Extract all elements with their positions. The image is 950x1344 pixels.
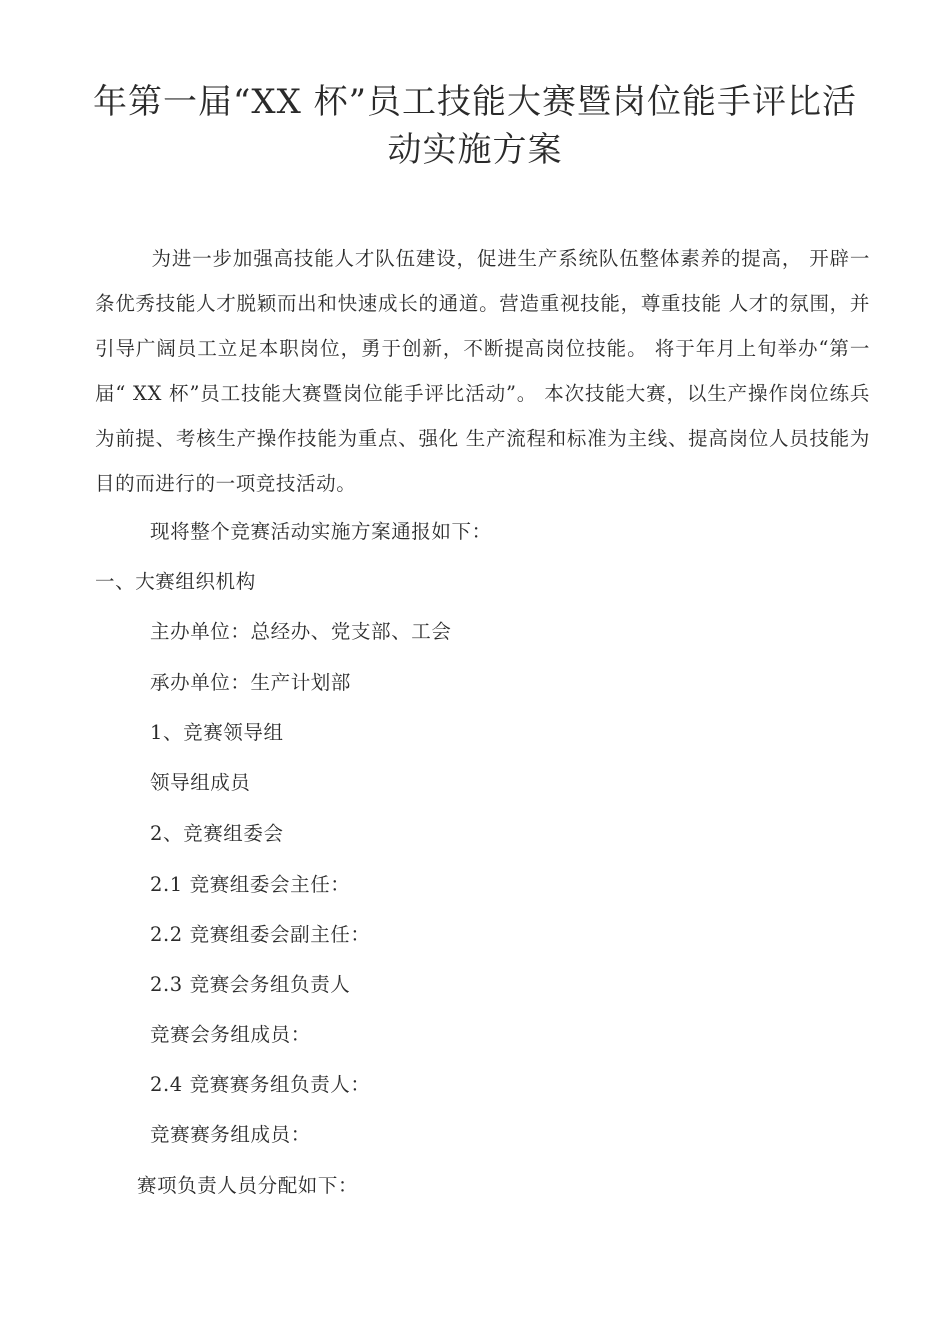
affairs-group-members: 竞赛会务组成员：: [150, 1023, 311, 1046]
document-title-line-2: 动实施方案: [387, 130, 563, 170]
assignment-line: 赛项负责人员分配如下：: [137, 1174, 359, 1197]
item-leadership-group: 1、竞赛领导组: [150, 721, 284, 744]
competition-group-members: 竞赛赛务组成员：: [150, 1123, 311, 1146]
affairs-group-leader: 2.3 竞赛会务组负责人: [150, 973, 351, 996]
intro-paragraph: 为进一步加强高技能人才队伍建设，促进生产系统队伍整体素养的提高， 开辟一条优秀技能人才脱颖而出和快速成长的通道。营造重视技能，尊重技能 人才的氛围，并引导广阔员工立足本职岗位，勇于创新，不断提高岗位技能。 将于年月上旬举办“第一届“ XX 杯”员工技能大赛暨岗位能手评比活动”。 本次技能大赛，以生产操作岗位练兵为前提、考核生产操作技能为重点、强化 生产流程和标准为主线、提高岗位人员技能为目的而进行的一项竞技活动。: [95, 247, 870, 495]
section-heading-organization: 一、大赛组织机构: [95, 570, 256, 593]
document-title-line-1: 年第一届“XX 杯”员工技能大赛暨岗位能手评比活: [93, 82, 857, 122]
host-unit: 主办单位：总经办、党支部、工会: [150, 620, 452, 643]
item-organizing-committee: 2、竞赛组委会: [150, 822, 284, 845]
competition-group-leader: 2.4 竞赛赛务组负责人：: [150, 1073, 371, 1096]
organizer-unit: 承办单位：生产计划部: [150, 671, 352, 694]
leadership-members: 领导组成员: [150, 771, 251, 794]
committee-deputy-director: 2.2 竞赛组委会副主任：: [150, 923, 371, 946]
notice-line: 现将整个竞赛活动实施方案通报如下：: [150, 520, 492, 543]
committee-director: 2.1 竞赛组委会主任：: [150, 873, 351, 896]
